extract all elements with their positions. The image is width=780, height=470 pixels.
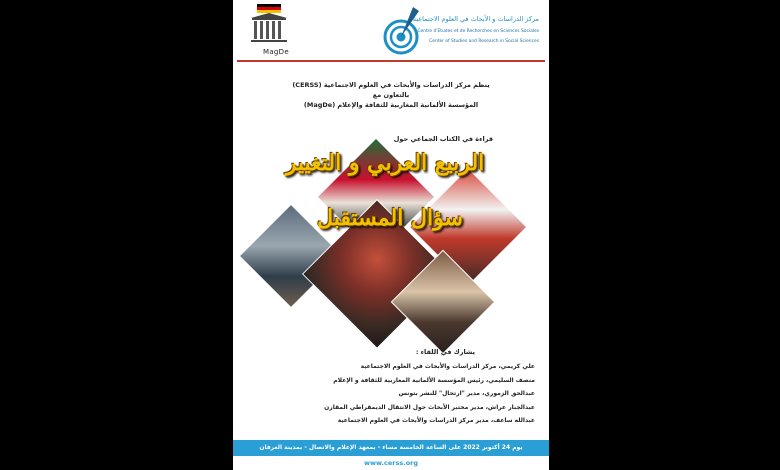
reading-intro: قراءة في الكتاب الجماعي حول — [393, 135, 493, 143]
poster-header — [233, 0, 549, 66]
intro-organizer-line: ينظم مركز الدراسات والأبحاث في العلوم الاجتماعية (CERSS) — [292, 81, 490, 89]
magde-wordmark: MagDe — [263, 48, 289, 56]
cerss-name-english: Center of Studies and Research in Social Sciences — [429, 39, 539, 44]
intro-partner-line: المؤسسة الألمانية المغاربية للثقافة والإعلام (MagDe) — [303, 101, 479, 109]
photo-collage — [247, 148, 537, 358]
poster-subtitle: سؤال المستقبل — [317, 205, 463, 231]
event-details-bar: يوم 24 أكتوبر 2022 على الساعة الخامسة مساء - بمعهد الإعلام والاتصال - بمدينة العرفان — [233, 440, 549, 456]
event-poster — [233, 0, 549, 470]
cerss-name-french: Centre d'Etudes et de Recherches en Sciences Sociales — [417, 29, 539, 34]
magde-logo — [243, 4, 301, 60]
participants-list — [235, 360, 535, 428]
participants-heading: يشارك في اللقاء : — [415, 348, 475, 356]
list-item: منصف السليمي، رئيس المؤسسة الألمانية المغاربية للثقافة و الإعلام — [333, 376, 535, 384]
list-item: عبدالجبار عراش، مدير مختبر الأبحاث حول الانتقال الديمقراطي المقارن — [324, 403, 535, 411]
list-item: علي كريمي، مركز الدراسات والأبحاث في العلوم الاجتماعية — [360, 363, 535, 370]
intro-cooperation-line: بالتعاون مع — [372, 91, 410, 99]
list-item: عبدالله ساعف، مدير مركز الدراسات والأبحاث في العلوم الاجتماعية — [337, 417, 535, 424]
cerss-logo — [383, 5, 543, 57]
magde-building-icon — [243, 4, 301, 48]
website-link[interactable]: www.cerss.org — [363, 459, 419, 467]
poster-title: الربيع العربي و التغيير — [285, 150, 485, 176]
intro-block — [233, 80, 549, 110]
header-divider — [237, 60, 545, 62]
list-item: عبدالحق الزموري، مدير "ارتحال" للنشر بتونس — [398, 390, 535, 397]
cerss-name-arabic: مركز الدراسات و الأبحاث في العلوم الاجتماعية — [412, 15, 539, 23]
